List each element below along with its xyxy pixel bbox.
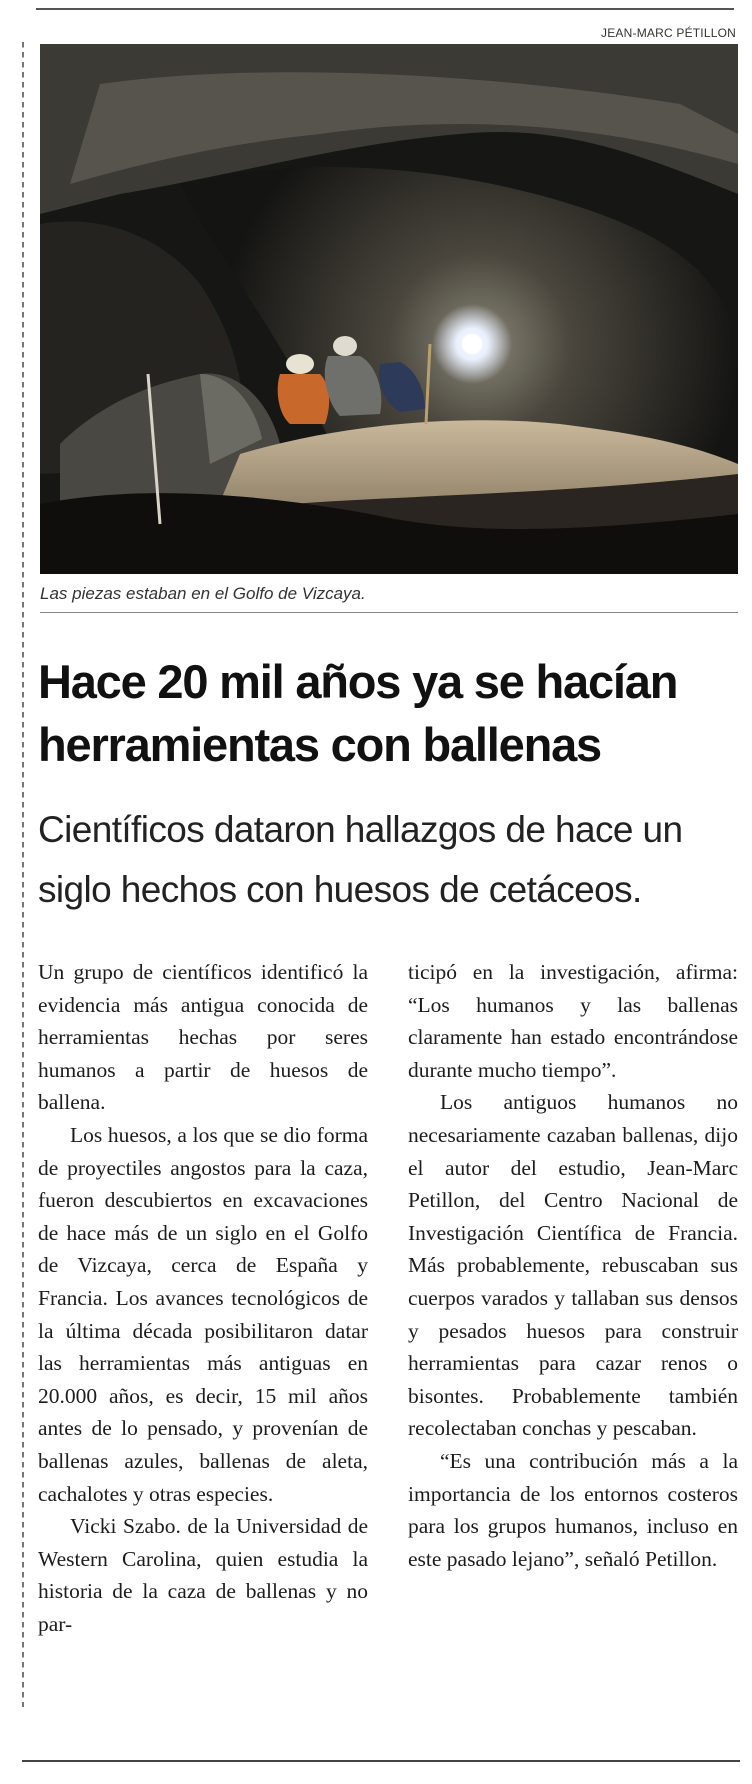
headline: Hace 20 mil años ya se hacían herramientas con ballenas bbox=[38, 655, 678, 771]
paragraph: Vicki Szabo. de la Universidad de Western Carolina, quien estudia la historia de la caza de ballenas y no par- bbox=[38, 1514, 368, 1636]
top-rule bbox=[36, 8, 734, 10]
paragraph: Los huesos, a los que se dio forma de proyectiles angostos para la caza, fueron descubiertos en excavaciones de hace más de un siglo en el Golfo de Vizcaya, cerca de España y Francia. Los avances tecnológicos de la última década posibilitaron datar las herramientas más antiguas en 20.000 años, es decir, 15 mil años antes de lo pensado, y provenían de ballenas azules, ballenas de aleta, cachalotes y otras especies. bbox=[38, 1122, 368, 1506]
column-divider bbox=[22, 42, 24, 1707]
cave-photo-illustration bbox=[40, 44, 738, 574]
paragraph-continued: ticipó en la investigación, afirma: “Los humanos y las ballenas claramente han estado encontrándose durante mucho tiempo”. bbox=[408, 960, 738, 1082]
photo-caption: Las piezas estaban en el Golfo de Vizcaya. bbox=[40, 584, 366, 603]
photo-credit: JEAN-MARC PÉTILLON bbox=[601, 26, 736, 40]
caption-rule bbox=[40, 612, 738, 613]
paragraph: Un grupo de científicos identificó la evidencia más antigua conocida de herramientas hechas por seres humanos a partir de huesos de ballena. bbox=[38, 960, 368, 1115]
paragraph: “Es una contribución más a la importancia de los entornos costeros para los grupos humanos, incluso en este pasado lejano”, señaló Petillon. bbox=[408, 1448, 738, 1571]
bottom-rule bbox=[22, 1760, 740, 1762]
cave-excavation-photo bbox=[40, 44, 738, 574]
subheadline: Científicos dataron hallazgos de hace un siglo hechos con huesos de cetáceos. bbox=[38, 809, 683, 910]
article-column-right bbox=[408, 956, 738, 1575]
article-column-left bbox=[38, 956, 368, 1640]
paragraph: Los antiguos humanos no necesariamente cazaban ballenas, dijo el autor del estudio, Jean-Marc Petillon, del Centro Nacional de Investigación Científica de Francia. Más probablemente, rebuscaban sus cuerpos varados y tallaban sus densos y pesados huesos para construir herramientas para cazar renos o bisontes. Probablemente también recolectaban conchas y pescaban. bbox=[408, 1090, 738, 1441]
